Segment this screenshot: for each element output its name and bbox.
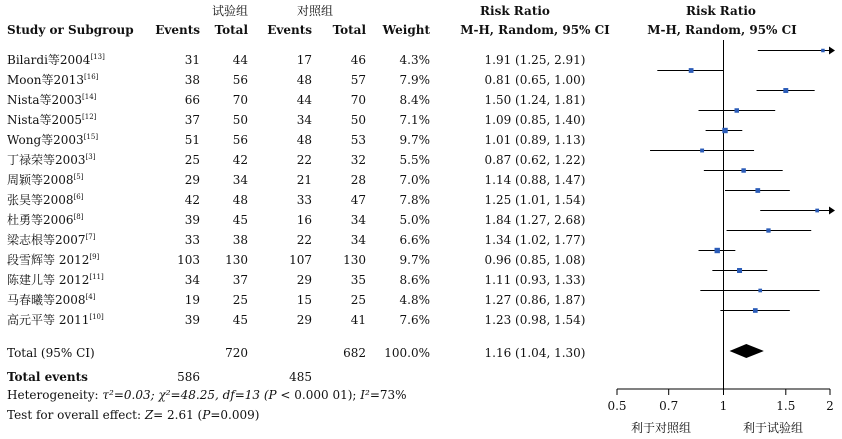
total-treatment: 48 [232,193,248,207]
risk-ratio-ci: 1.25 (1.01, 1.54) [484,193,586,207]
total-treatment: 56 [232,133,248,147]
header-study: Study or Subgroup [7,23,134,37]
effect-marker [715,248,720,253]
ci-arrow [829,207,835,215]
x-tick-label: 2 [826,399,834,413]
total-n-2: 682 [343,346,366,360]
risk-ratio-ci: 1.27 (0.86, 1.87) [484,293,586,307]
header-total-2: Total [332,23,366,37]
events-control: 21 [296,173,312,187]
effect-marker [741,168,745,172]
risk-ratio-ci: 1.09 (0.85, 1.40) [484,113,586,127]
effect-marker [821,49,825,53]
total-treatment: 44 [232,53,248,67]
total-treatment: 56 [232,73,248,87]
risk-ratio-ci: 1.14 (0.88, 1.47) [484,173,586,187]
total-treatment: 45 [232,213,248,227]
total-control: 25 [350,293,366,307]
effect-marker [783,88,788,93]
total-control: 130 [343,253,366,267]
events-control: 44 [296,93,312,107]
study-name: Bilardi等2004[13] [7,53,105,67]
header-control-group: 对照组 [296,4,333,18]
total-control: 47 [350,193,366,207]
effect-marker [737,268,742,273]
total-control: 34 [350,233,366,247]
weight: 4.3% [399,53,430,67]
risk-ratio-ci: 1.11 (0.93, 1.33) [484,273,586,287]
events-treatment: 39 [184,213,200,227]
ci-arrow [829,47,835,55]
total-treatment: 42 [232,153,248,167]
events-control: 15 [296,293,312,307]
effect-marker [722,128,727,133]
weight: 5.5% [399,153,430,167]
total-control: 32 [350,153,366,167]
study-name: 杜勇等2006[8] [7,213,84,227]
risk-ratio-ci: 1.91 (1.25, 2.91) [484,53,586,67]
effect-marker [700,149,704,153]
effect-marker [766,228,770,232]
events-treatment: 31 [184,53,200,67]
events-control: 29 [296,273,312,287]
events-control: 29 [296,313,312,327]
study-name: 张昊等2008[6] [7,193,84,207]
total-treatment: 70 [232,93,248,107]
events-control: 22 [296,153,312,167]
weight: 9.7% [399,253,430,267]
header-total-1: Total [214,23,248,37]
total-control: 46 [350,53,366,67]
events-treatment: 33 [184,233,200,247]
risk-ratio-ci: 1.01 (0.89, 1.13) [484,133,586,147]
weight: 7.8% [399,193,430,207]
study-name: 段雪辉等 2012[9] [7,253,100,267]
favours-control-label: 利于对照组 [630,421,691,435]
total-control: 34 [350,213,366,227]
study-name: 梁志根等2007[7] [7,233,96,247]
favours-treatment-label: 利于试验组 [742,421,803,435]
events-control: 22 [296,233,312,247]
total-treatment: 25 [232,293,248,307]
header-treatment-group: 试验组 [211,4,248,18]
study-name: Nista等2003[14] [7,93,97,107]
events-treatment: 19 [184,293,200,307]
events-treatment: 103 [177,253,200,267]
header-weight: Weight [382,23,430,37]
study-name: 陈建儿等 2012[11] [7,273,104,287]
x-tick-label: 0.7 [659,399,679,413]
weight: 9.7% [399,133,430,147]
total-events-2: 485 [289,370,312,384]
total-control: 70 [350,93,366,107]
events-control: 16 [296,213,312,227]
total-events-1: 586 [177,370,200,384]
study-name: Wong等2003[15] [7,133,99,147]
weight: 8.4% [399,93,430,107]
weight: 7.9% [399,73,430,87]
weight: 5.0% [399,213,430,227]
weight: 7.0% [399,173,430,187]
header-events-1: Events [155,23,200,37]
heterogeneity-text: Heterogeneity: τ²=0.03; χ²=48.25, df=13 (P < 0.000 01); I²=73% [7,388,407,402]
weight: 4.8% [399,293,430,307]
total-treatment: 50 [232,113,248,127]
events-treatment: 51 [184,133,200,147]
total-ci: 1.16 (1.04, 1.30) [484,346,586,360]
events-control: 33 [296,193,312,207]
x-tick-label: 1.5 [776,399,796,413]
events-treatment: 37 [184,113,200,127]
total-n-1: 720 [225,346,248,360]
overall-effect-text: Test for overall effect: Z= 2.61 (P=0.009) [7,408,260,422]
total-treatment: 45 [232,313,248,327]
study-name: 丁禄荣等2003[3] [7,153,96,167]
weight: 8.6% [399,273,430,287]
total-control: 53 [350,133,366,147]
header-risk-ratio-right: Risk Ratio [686,4,756,18]
risk-ratio-ci: 1.50 (1.24, 1.81) [484,93,586,107]
study-name: 马春曦等2008[4] [7,293,96,307]
x-tick-label: 1 [719,399,728,413]
header-method-right: M-H, Random, 95% CI [647,23,797,37]
events-control: 17 [296,53,312,67]
events-control: 34 [296,113,312,127]
total-events-label: Total events [7,370,88,384]
total-control: 28 [350,173,366,187]
events-treatment: 66 [184,93,200,107]
total-weight: 100.0% [384,346,430,360]
risk-ratio-ci: 0.96 (0.85, 1.08) [484,253,586,267]
weight: 6.6% [399,233,430,247]
total-control: 50 [350,113,366,127]
total-label: Total (95% CI) [7,346,95,360]
risk-ratio-ci: 0.81 (0.65, 1.00) [484,73,586,87]
total-control: 57 [350,73,366,87]
events-control: 48 [296,73,312,87]
effect-marker [758,289,762,293]
weight: 7.1% [399,113,430,127]
total-treatment: 37 [232,273,248,287]
events-treatment: 29 [184,173,200,187]
total-control: 35 [350,273,366,287]
effect-marker [689,68,694,73]
events-treatment: 34 [184,273,200,287]
events-treatment: 25 [184,153,200,167]
x-tick-label: 0.5 [607,399,627,413]
total-treatment: 38 [232,233,248,247]
events-treatment: 39 [184,313,200,327]
risk-ratio-ci: 0.87 (0.62, 1.22) [484,153,586,167]
risk-ratio-ci: 1.34 (1.02, 1.77) [484,233,586,247]
study-name: 周颖等2008[5] [7,173,84,187]
header-events-2: Events [267,23,312,37]
header-risk-ratio-left: Risk Ratio [480,4,550,18]
weight: 7.6% [399,313,430,327]
study-name: 高元平等 2011[10] [7,313,104,327]
study-name: Nista等2005[12] [7,113,97,127]
effect-marker [734,108,738,112]
events-control: 107 [289,253,312,267]
events-treatment: 42 [184,193,200,207]
total-control: 41 [350,313,366,327]
total-treatment: 130 [225,253,248,267]
risk-ratio-ci: 1.23 (0.98, 1.54) [484,313,586,327]
total-treatment: 34 [232,173,248,187]
study-name: Moon等2013[16] [7,73,99,87]
pooled-diamond [730,344,764,358]
risk-ratio-ci: 1.84 (1.27, 2.68) [484,213,586,227]
effect-marker [815,209,819,213]
effect-marker [753,308,758,313]
events-control: 48 [296,133,312,147]
header-method-left: M-H, Random, 95% CI [460,23,610,37]
events-treatment: 38 [184,73,200,87]
effect-marker [755,188,760,193]
